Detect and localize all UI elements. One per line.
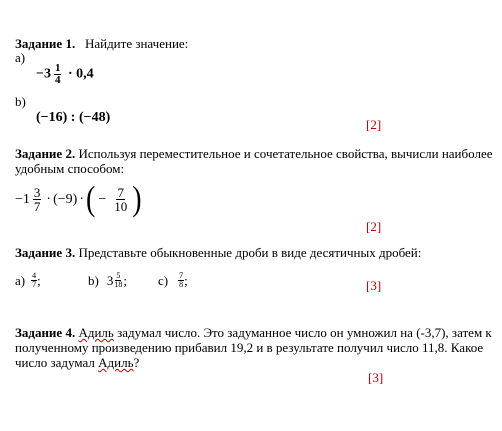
task2-text-line2: удобным способом: bbox=[15, 161, 125, 176]
task3-c-sep: ; bbox=[184, 273, 188, 288]
task4-name: Адиль bbox=[78, 325, 114, 340]
task1-a-fraction bbox=[54, 63, 62, 86]
task3-b-label: b) bbox=[88, 273, 99, 288]
task4-title: Задание 4. bbox=[15, 325, 76, 340]
task2-den1: 7 bbox=[33, 199, 41, 214]
task3-b-num: 5 bbox=[116, 271, 121, 280]
task2-open-paren: ( bbox=[85, 180, 96, 219]
task1-instruction: Найдите значение: bbox=[84, 36, 189, 51]
task3-item-b bbox=[88, 272, 127, 289]
task4-line3 bbox=[15, 355, 139, 370]
task3-b-den: 18 bbox=[114, 280, 123, 289]
task3-item-a bbox=[15, 272, 41, 289]
task2-fraction2 bbox=[113, 186, 128, 213]
task2-fraction1 bbox=[33, 186, 42, 213]
task2-dot2: · bbox=[79, 192, 84, 207]
task3-b-whole: 3 bbox=[106, 273, 114, 288]
task1-a-expression bbox=[36, 63, 94, 86]
task3-item-c bbox=[158, 272, 188, 289]
task1-a-den: 4 bbox=[54, 74, 61, 86]
task3-points: [3] bbox=[366, 278, 382, 293]
task1-a-whole: −3 bbox=[36, 66, 51, 82]
task2-points: [2] bbox=[366, 219, 382, 234]
task1-b-expression: (−16) : (−48) bbox=[36, 110, 111, 125]
task1-title: Задание 1. bbox=[15, 36, 76, 51]
task4-line3-post: ? bbox=[133, 355, 140, 370]
task3-a-den: 7 bbox=[32, 280, 37, 289]
task2-title: Задание 2. bbox=[15, 146, 76, 161]
task2-dot1: · bbox=[46, 192, 52, 207]
task3-a-label: a) bbox=[15, 273, 26, 288]
task3-b-sep: ; bbox=[123, 273, 127, 288]
task4-line1-rest: задумал число. Это задуманное число он умножил на (-3,7), затем к bbox=[117, 325, 492, 340]
task2-middle: (−9) bbox=[53, 192, 78, 207]
task3-c-label: c) bbox=[158, 273, 169, 288]
task4-line1 bbox=[15, 325, 492, 340]
task3-instruction: Представьте обыкновенные дроби в виде десятичных дробей: bbox=[78, 245, 422, 260]
task4-line2: полученному произведению прибавил 19,2 и в результате получил число 11,8. Какое bbox=[15, 340, 484, 355]
task2-whole: −1 bbox=[15, 192, 30, 207]
task4-points: [3] bbox=[368, 370, 384, 385]
task3-c-num: 7 bbox=[179, 271, 184, 280]
task4-line3-name: Адиль bbox=[98, 355, 134, 370]
task1-a-num: 1 bbox=[54, 62, 61, 74]
task3-title: Задание 3. bbox=[15, 245, 76, 260]
task2-den2: 10 bbox=[114, 199, 128, 214]
task3-a-sep: ; bbox=[37, 273, 41, 288]
task1-header bbox=[15, 36, 188, 51]
task2-minus: − bbox=[98, 192, 107, 207]
task1-b-label: b) bbox=[15, 94, 26, 109]
task4-line3-pre: число задумал bbox=[15, 355, 95, 370]
task3-b-fraction bbox=[113, 272, 123, 289]
task2-expression bbox=[15, 180, 142, 219]
task2-close-paren: ) bbox=[132, 180, 142, 219]
task2-header bbox=[15, 146, 493, 161]
task3-header bbox=[15, 245, 421, 260]
task1-points: [2] bbox=[366, 117, 382, 132]
task1-a-label: a) bbox=[15, 50, 26, 65]
task2-num1: 3 bbox=[33, 185, 41, 200]
task2-num2: 7 bbox=[117, 185, 124, 200]
task1-a-rest: · 0,4 bbox=[67, 66, 94, 82]
task2-text-line1: Используя переместительное и сочетательное свойства, вычисли наиболее bbox=[78, 146, 493, 161]
task3-c-den: 8 bbox=[179, 280, 184, 289]
task3-a-num: 4 bbox=[32, 271, 37, 280]
